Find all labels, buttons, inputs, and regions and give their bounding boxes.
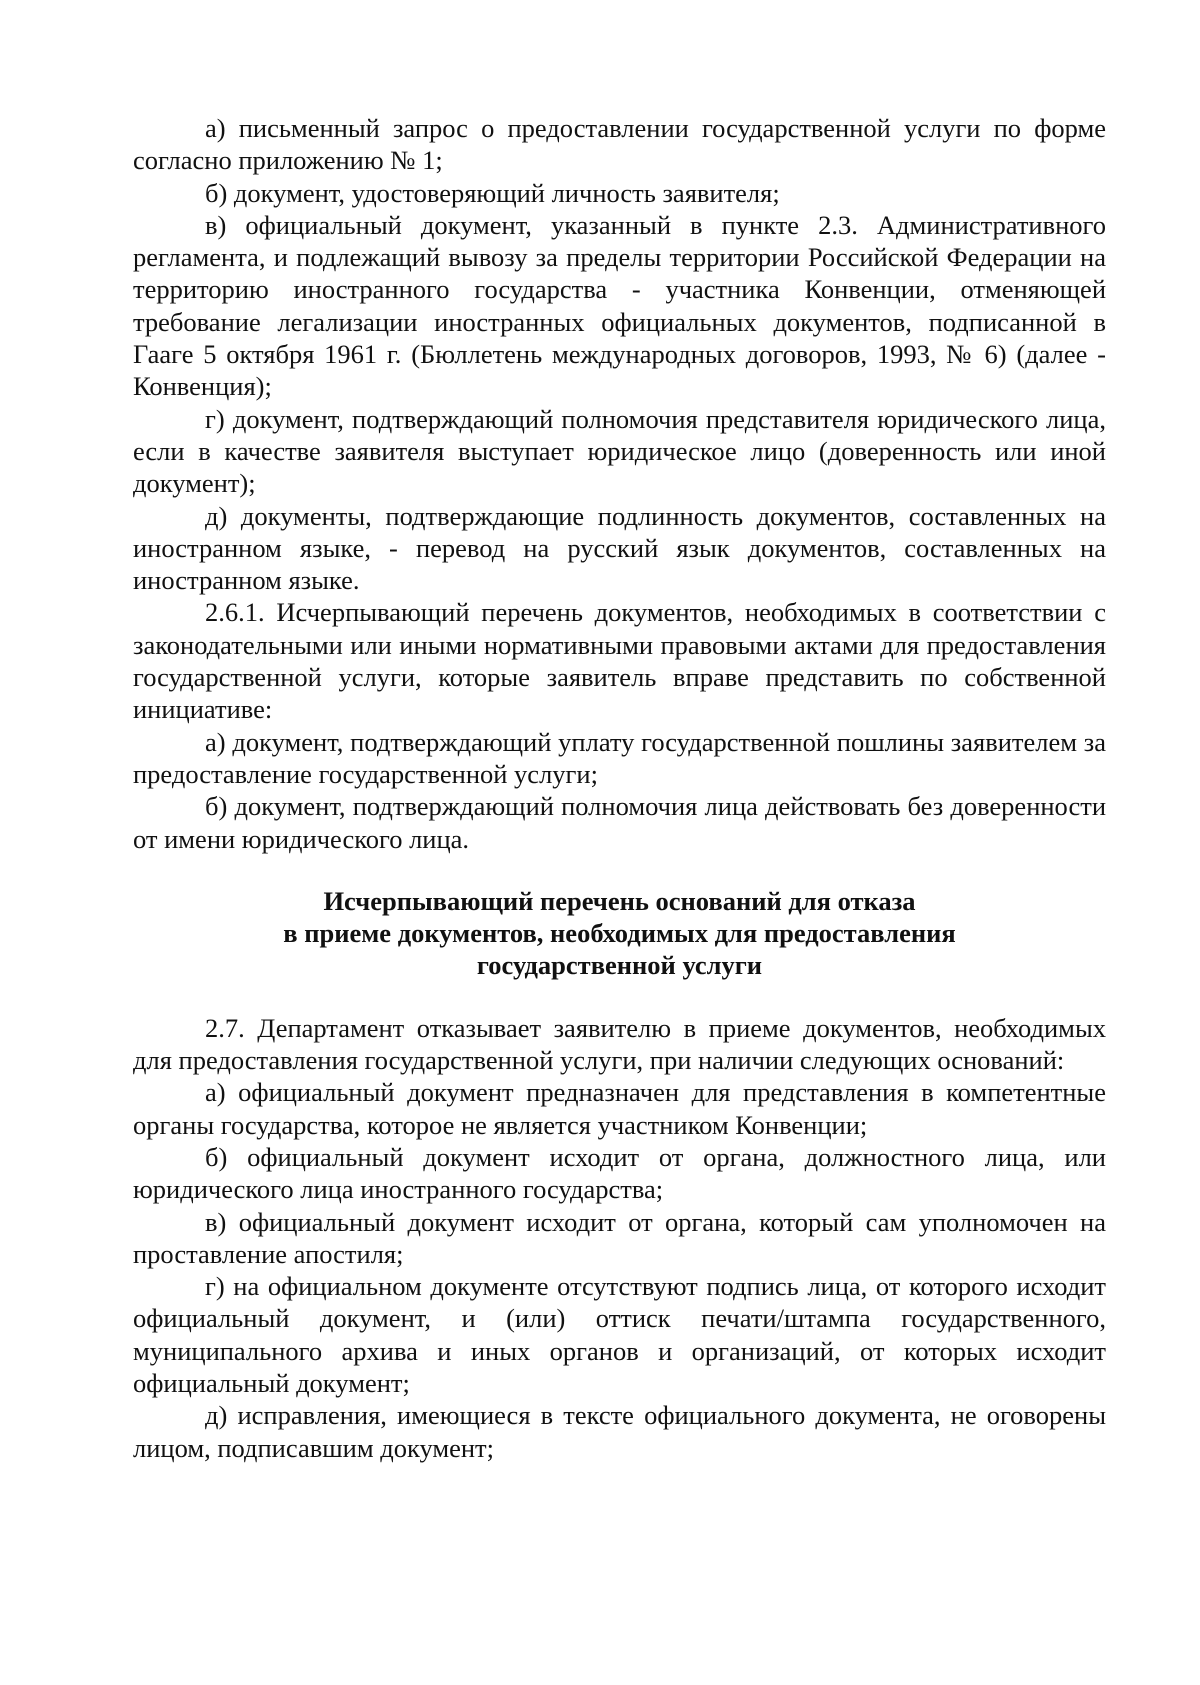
paragraph-item-v-official-document: в) официальный документ, указанный в пункте 2.3. Административного регламента, и подлежащий вывозу за пределы территории Российской Федерации на территорию иностранного государства - участника Конвенции, отменяющей требование легализации иностранных официальных документов, подписанной в Гааге 5 октября 1961 г. (Бюллетень международных договоров, 1993, № 6) (далее - Конвенция); [133,209,1106,402]
heading-line: государственной услуги [476,950,763,981]
paragraph-item-b-identity: б) документ, удостоверяющий личность заявителя; [205,177,780,208]
paragraph-reason-g: г) на официальном документе отсутствуют подпись лица, от которого исходит официальный документ, и (или) оттиск печати/штампа государственного, муниципального архива и иных органов и организаций, от которых исходит официальный документ; [133,1271,1106,1398]
paragraph-item-d-translation: д) документы, подтверждающие подлинность документов, составленных на иностранном языке, - перевод на русский язык документов, составленных на иностранном языке. [133,500,1106,596]
paragraph-reason-d: д) исправления, имеющиеся в тексте официального документа, не оговорены лицом, подписавшим документ; [133,1400,1106,1463]
paragraph-item-a-fee: а) документ, подтверждающий уплату государственной пошлины заявителем за предоставление государственной услуги; [133,726,1106,789]
heading-line: в приеме документов, необходимых для предоставления [283,918,956,949]
section-heading [133,885,1106,982]
heading-line: Исчерпывающий перечень оснований для отказа [323,885,916,916]
paragraph-item-b-no-power-of-attorney: б) документ, подтверждающий полномочия лица действовать без доверенности от имени юридического лица. [133,791,1106,854]
document-page [133,112,1106,1464]
paragraph-item-g-authority: г) документ, подтверждающий полномочия представителя юридического лица, если в качестве заявителя выступает юридическое лицо (доверенность или иной документ); [133,403,1106,499]
paragraph-reason-v: в) официальный документ исходит от органа, который сам уполномочен на проставление апостиля; [133,1206,1106,1269]
paragraph-reason-a: а) официальный документ предназначен для представления в компетентные органы государства, которое не является участником Конвенции; [133,1077,1106,1140]
paragraph-item-a-request: а) письменный запрос о предоставлении государственной услуги по форме согласно приложению № 1; [133,113,1106,176]
paragraph-reason-b: б) официальный документ исходит от органа, должностного лица, или юридического лица иностранного государства; [133,1141,1106,1205]
paragraph-2-6-1: 2.6.1. Исчерпывающий перечень документов, необходимых в соответствии с законодательными или иными нормативными правовыми актами для предоставления государственной услуги, которые заявитель вправе представить по собственной инициативе: [133,597,1106,725]
paragraph-2-7: 2.7. Департамент отказывает заявителю в приеме документов, необходимых для предоставления государственной услуги, при наличии следующих оснований: [133,1012,1106,1076]
